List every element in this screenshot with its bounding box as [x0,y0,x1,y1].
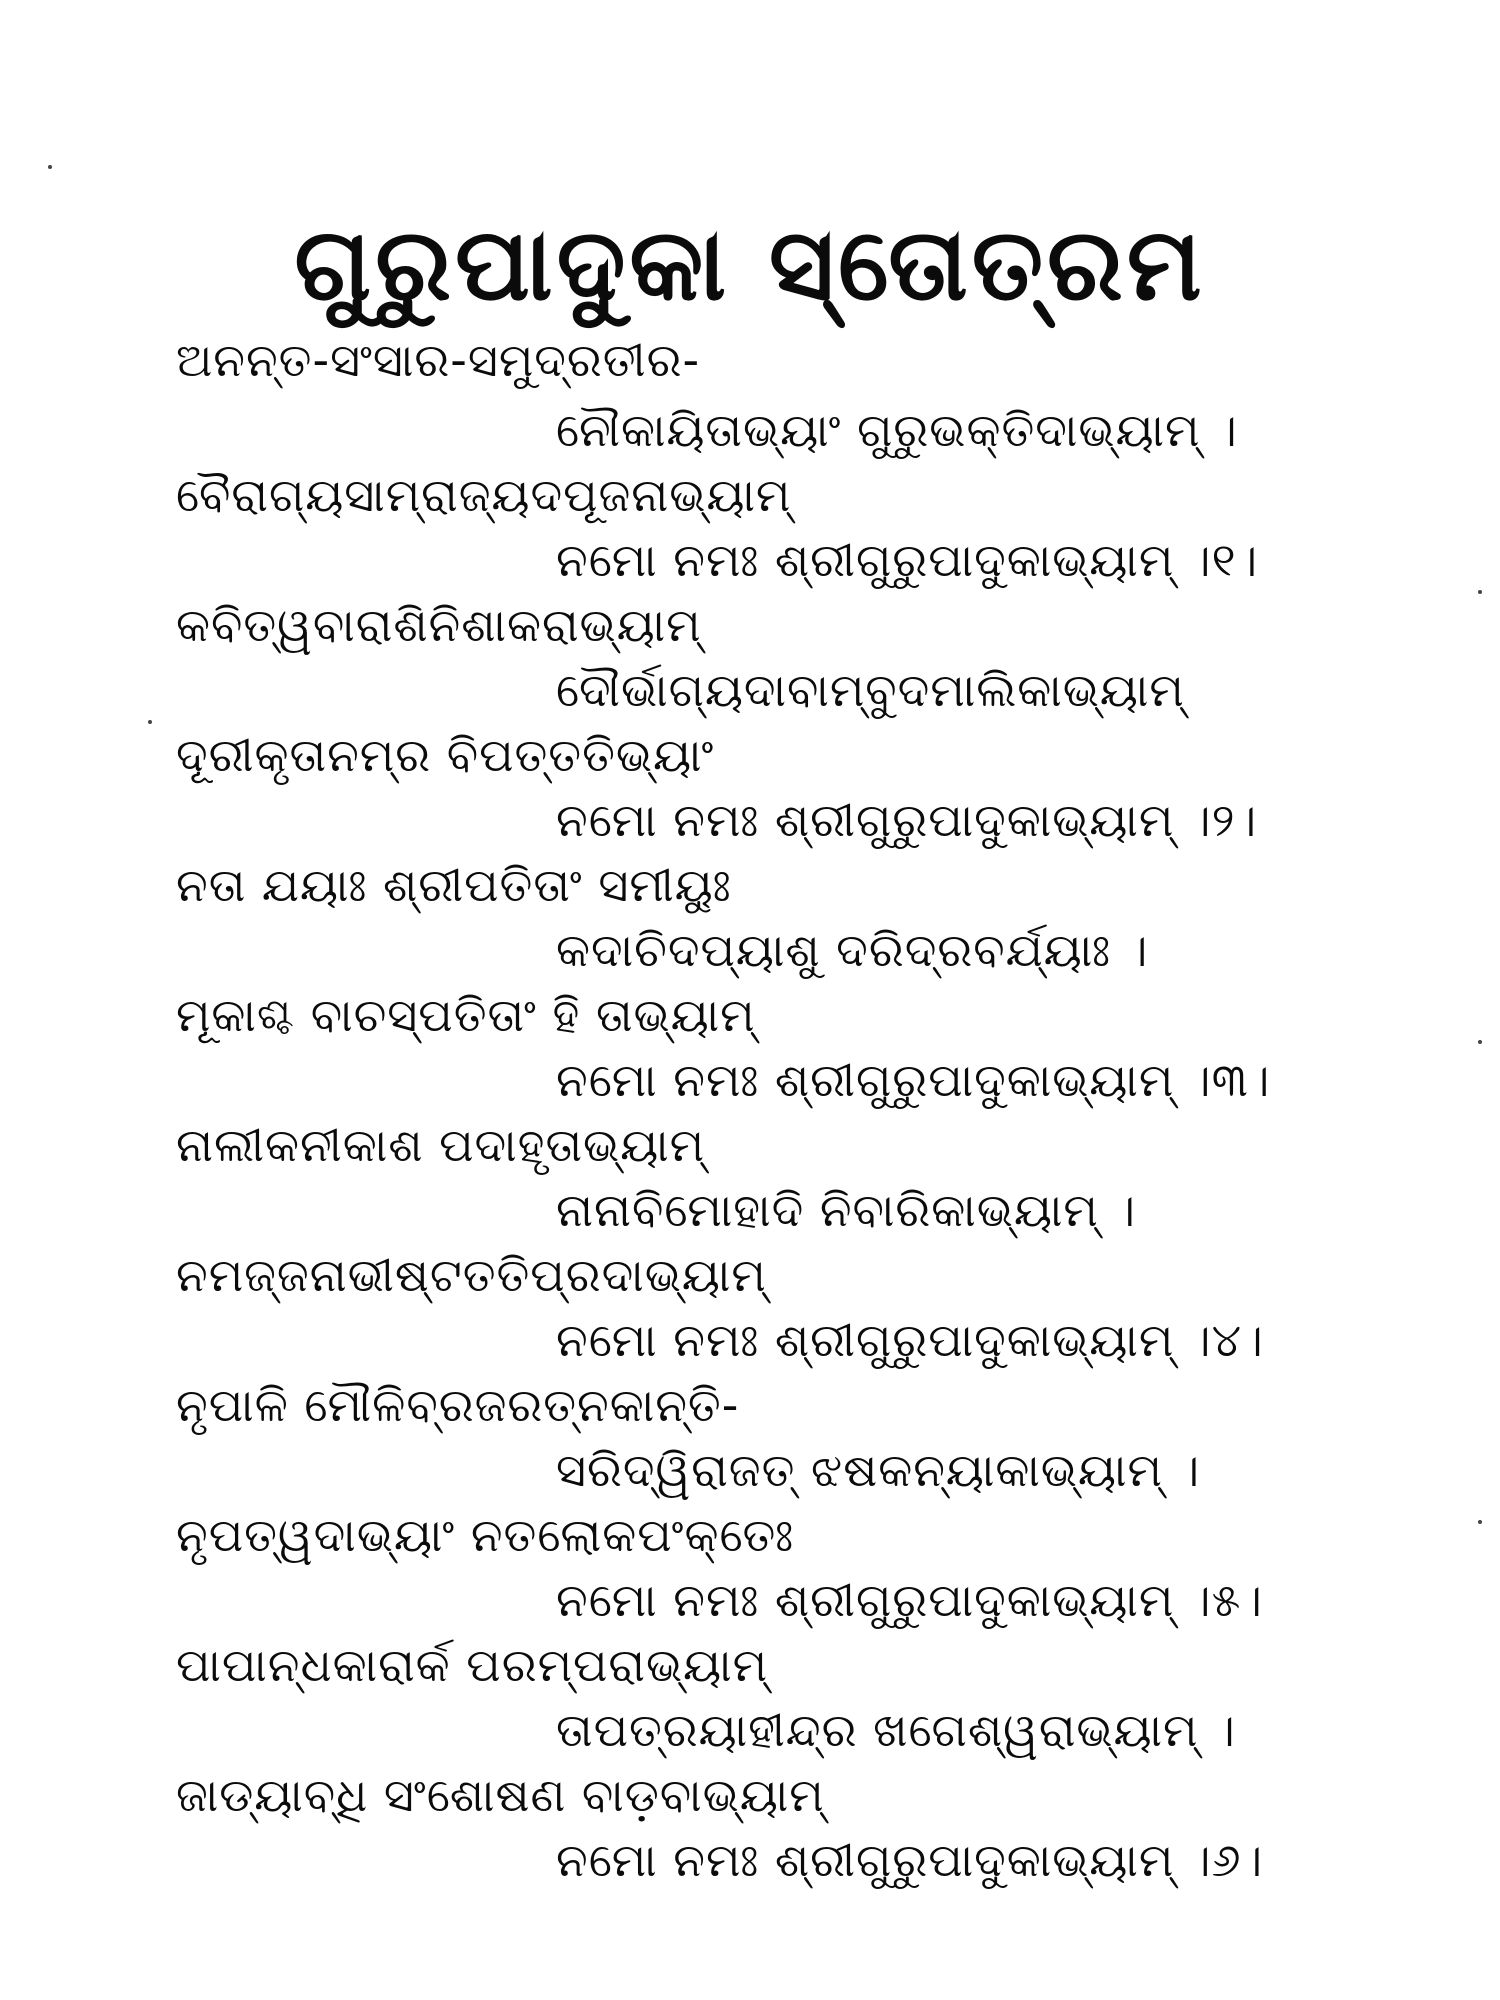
verse-refrain-4: ନମୋ ନମଃ ଶ୍ରୀଗୁରୁପାଦୁକାଭ୍ୟାମ୍ ।୪। [556,1313,1264,1367]
verse-refrain-5: ନମୋ ନମଃ ଶ୍ରୀଗୁରୁପାଦୁକାଭ୍ୟାମ୍ ।୫। [556,1573,1263,1627]
verse-line-5: କବିତ୍ୱବାରାଶିନିଶାକରାଭ୍ୟାମ୍ [176,598,702,652]
verse-refrain-1: ନମୋ ନମଃ ଶ୍ରୀଗୁରୁପାଦୁକାଭ୍ୟାମ୍ ।୧। [556,533,1259,587]
page-title: ଗୁରୁପାଦୁକା ସ୍ତୋତ୍ରମ [294,206,1206,323]
verse-line-1: ଅନନ୍ତ-ସଂସାର-ସମୁଦ୍ରତୀର- [176,333,701,387]
scan-speck [1478,1520,1482,1524]
verse-line-13: ନାଲୀକନୀକାଶ ପଦାହୃତାଭ୍ୟାମ୍ [176,1118,706,1172]
scan-speck [1478,1040,1482,1044]
verse-refrain-3: ନମୋ ନମଃ ଶ୍ରୀଗୁରୁପାଦୁକାଭ୍ୟାମ୍ ।୩। [556,1053,1271,1107]
verse-refrain-2: ନମୋ ନମଃ ଶ୍ରୀଗୁରୁପାଦୁକାଭ୍ୟାମ୍ ।୨। [556,793,1258,847]
scan-speck [148,720,152,724]
verse-line-19: ନୃପତ୍ୱଦାଭ୍ୟାଂ ନତଲୋକପଂକ୍ତେଃ [176,1508,795,1562]
verse-line-3: ବୈରାଗ୍ୟସାମ୍ରାଜ୍ୟଦପୂଜନାଭ୍ୟାମ୍ [176,468,792,522]
verse-refrain-6: ନମୋ ନମଃ ଶ୍ରୀଗୁରୁପାଦୁକାଭ୍ୟାମ୍ ।୬। [556,1833,1264,1887]
verse-line-2: ନୌକାୟିତାଭ୍ୟାଂ ଗୁରୁଭକ୍ତିଦାଭ୍ୟାମ୍ । [556,403,1238,457]
verse-line-15: ନମଜ୍ଜନାଭୀଷ୍ଟତତିପ୍ରଦାଭ୍ୟାମ୍ [176,1248,767,1302]
verse-line-9: ନତା ଯୟାଃ ଶ୍ରୀପତିତାଂ ସମୀୟୁଃ [176,858,732,912]
verse-line-10: କଦାଚିଦପ୍ୟାଶୁ ଦରିଦ୍ରବର୍ଯ୍ୟାଃ । [556,923,1149,977]
scan-speck [48,165,52,169]
verse-line-11: ମୂକାଶ୍ଚ ବାଚସ୍ପତିତାଂ ହି ତାଭ୍ୟାମ୍ [176,988,756,1042]
scan-speck [1478,590,1482,594]
verse-line-18: ସରିଦ୍ୱିରାଜତ୍ ଝଷକନ୍ୟାକାଭ୍ୟାମ୍ । [556,1443,1201,1497]
verse-line-23: ଜାଡ୍ୟାବ୍ଧି ସଂଶୋଷଣ ବାଡ଼ବାଭ୍ୟାମ୍ [176,1768,825,1822]
verse-line-17: ନୃପାଳି ମୌଳିବ୍ରଜରତ୍ନକାନ୍ତି- [176,1378,740,1432]
verse-line-6: ଦୌର୍ଭାଗ୍ୟଦାବାମ୍ବୁଦମାଲିକାଭ୍ୟାମ୍ [556,663,1185,717]
verse-line-22: ତାପତ୍ରୟାହୀନ୍ଦ୍ର ଖଗେଶ୍ୱରାଭ୍ୟାମ୍ । [556,1703,1236,1757]
verse-line-7: ଦୂରୀକୃତାନମ୍ର ବିପତ୍ତତିଭ୍ୟାଂ [176,728,715,782]
verse-line-21: ପାପାନ୍ଧକାରାର୍କ ପରମ୍ପରାଭ୍ୟାମ୍ [176,1638,769,1692]
verse-line-14: ନାନାବିମୋହାଦି ନିବାରିକାଭ୍ୟାମ୍ । [556,1183,1137,1237]
